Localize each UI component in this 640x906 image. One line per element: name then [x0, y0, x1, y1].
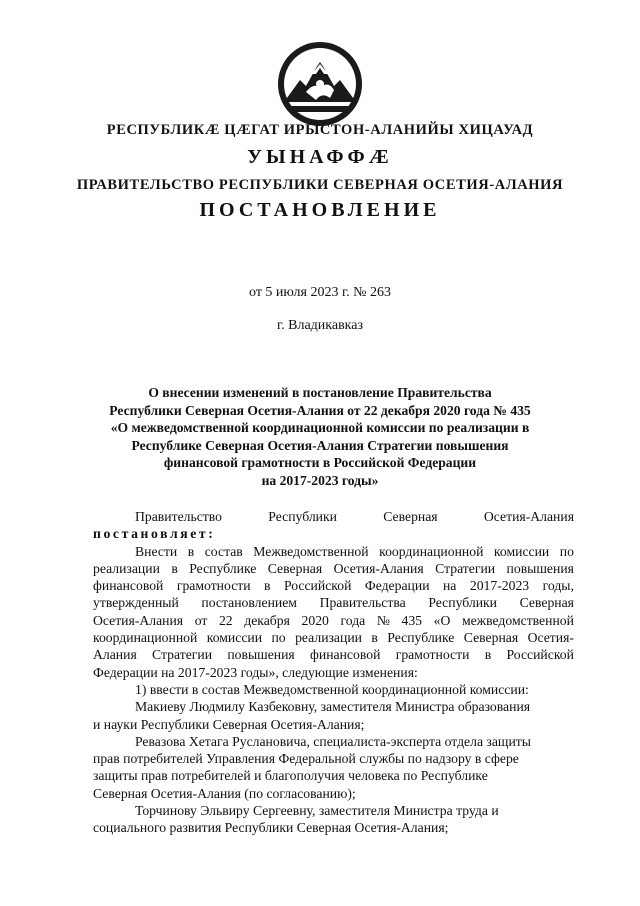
person-2-line: прав потребителей Управления Федеральной службы по надзору в сфере — [93, 751, 519, 767]
decree-verb: постановляет: — [93, 526, 216, 542]
para1-line: утвержденный постановлением Правительства Республики Северная — [93, 595, 574, 611]
person-1-line: и науки Республики Северная Осетия-Алания; — [93, 716, 365, 732]
decree-date-number: от 5 июля 2023 г. № 263 — [249, 285, 391, 300]
person-2-line: Ревазова Хетага Руслановича, специалиста-эксперта отдела защиты — [135, 733, 531, 749]
para1-line: реализации в Республике Северная Осетия-Алания Стратегии повышения — [93, 560, 574, 576]
para1-line: Внести в состав Межведомственной координационной комиссии по — [135, 543, 574, 559]
opening-word: Осетия-Алания — [483, 509, 574, 524]
ossetian-decree-heading: УЫНАФФӔ — [247, 146, 393, 168]
para1-line: Федерации на 2017-2023 годы», следующие изменения: — [93, 664, 418, 680]
person-3-line: социального развития Республики Северная Осетия-Алания; — [93, 820, 449, 836]
person-1-line: Макиеву Людмилу Казбековну, заместителя Министра образования — [135, 699, 531, 715]
person-2-line: защиты прав потребителей и благополучия человека по Республике — [93, 768, 488, 784]
coat-of-arms-icon — [276, 40, 364, 128]
para1-line: Алания Стратегии повышения финансовой грамотности в Российской — [93, 647, 574, 663]
title-line: «О межведомственной координационной комиссии по реализации в — [110, 420, 530, 436]
person-3-line: Торчинову Эльвиру Сергеевну, заместителя Министра труда и — [135, 803, 499, 819]
title-line: на 2017-2023 годы» — [261, 472, 379, 488]
decree-title — [88, 384, 552, 490]
title-line: Республике Северная Осетия-Алания Стратегии повышения — [131, 437, 509, 453]
ossetian-government-heading: РЕСПУБЛИКӔ ЦӔГАТ ИРЫСТОН-АЛАНИЙЫ ХИЦАУАД — [106, 122, 534, 138]
para1-line: координационной комиссии по реализации в Республике Северная Осетия- — [93, 630, 574, 646]
opening-word: Республики — [268, 509, 337, 524]
opening-line — [93, 508, 574, 525]
title-line: Республики Северная Осетия-Алания от 22 декабря 2020 года № 435 — [109, 402, 531, 418]
decree-city: г. Владикавказ — [276, 318, 364, 333]
opening-word: Правительство — [135, 509, 222, 524]
para1-line: Осетия-Алания от 22 декабря 2020 года № 435 «О межведомственной — [93, 612, 574, 628]
item-1: 1) ввести в состав Межведомственной координационной комиссии: — [135, 681, 529, 697]
decree-body — [93, 508, 574, 837]
para1-line: финансовой грамотности в Российской Федерации на 2017-2023 годы, — [93, 578, 574, 594]
russian-decree-heading: ПОСТАНОВЛЕНИЕ — [199, 199, 441, 221]
opening-word: Северная — [383, 509, 438, 524]
person-2-line: Северная Осетия-Алания (по согласованию); — [93, 785, 356, 801]
title-line: О внесении изменений в постановление Правительства — [148, 385, 492, 400]
title-line: финансовой грамотности в Российской Федерации — [163, 455, 477, 471]
russian-government-heading: ПРАВИТЕЛЬСТВО РЕСПУБЛИКИ СЕВЕРНАЯ ОСЕТИЯ-АЛАНИЯ — [76, 177, 564, 193]
